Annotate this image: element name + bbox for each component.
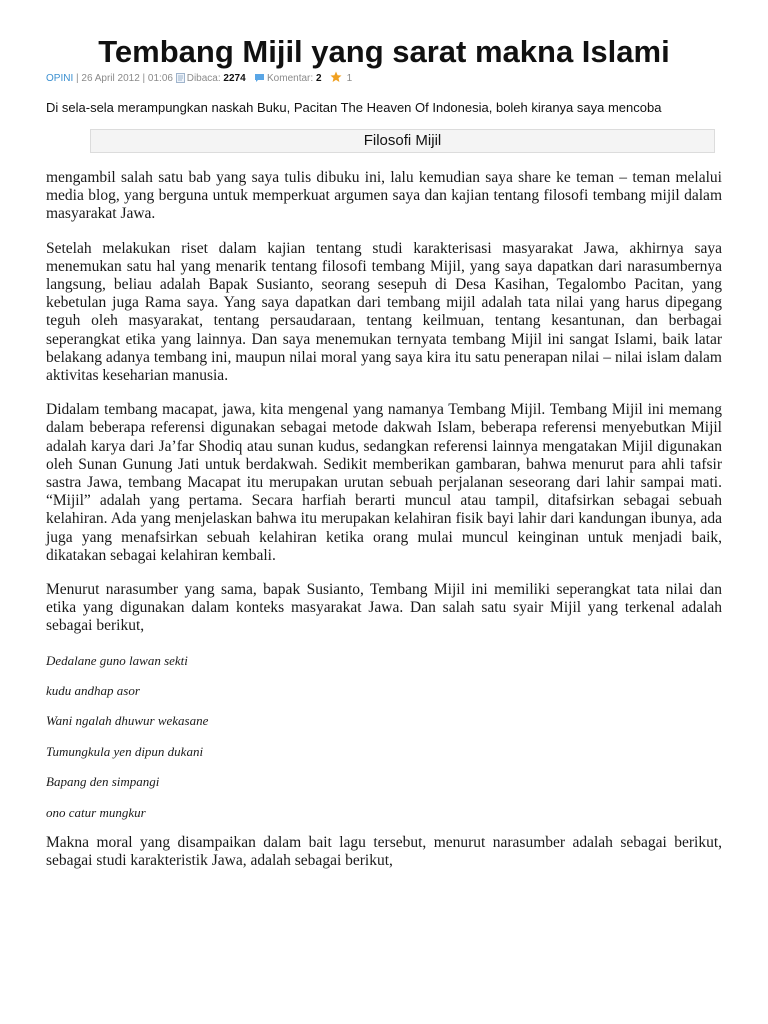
star-count: 1 [346, 73, 353, 84]
date-text: | 26 April 2012 | 01:06 [76, 73, 173, 84]
star-icon [330, 71, 342, 88]
closing-paragraph: Makna moral yang disampaikan dalam bait lagu tersebut, menurut narasumber adalah sebagai berikut, sebagai studi karakteristik Jawa, adalah sebagai berikut, [46, 834, 722, 870]
verse-line: Bapang den simpangi [46, 774, 160, 790]
comments-count[interactable]: 2 [315, 73, 322, 84]
verse-line: ono catur mungkur [46, 804, 146, 820]
body-paragraph: Didalam tembang macapat, jawa, kita mengenal yang namanya Tembang Mijil. Tembang Mijil ini memang dalam beberapa referensi digunakan sebagai metode dakwah Islam, beberapa referensi menyebutkan Mijil adalah karya dari Ja’far Shodiq atau sunan kudus, sedangkan referensi lainnya mengatakan Mijil digunakan oleh Sunan Gunung Jati untuk berdakwah. Sedikit memberikan gambaran, bahwa menurut para ahli tafsir sastra Jawa, tembang Macapat itu merupakan urutan sebuah perjalanan seseorang dari lahir sampai mati. “Mijil” adalah yang pertama. Secara harfiah berarti muncul atau tampil, ditafsirkan sebagai sebuah kelahiran. Ada yang menjelaskan bahwa itu merupakan kelahiran fisik bayi lahir dari kandungan ibunya, ada juga yang menafsirkan sebuah kelahiran ketika orang mulai muncul keinginan untuk menjadi baik, dikatakan sebagai kelahiran kembali. [46, 401, 722, 564]
views-label: Dibaca: [186, 73, 221, 84]
body-paragraph: Setelah melakukan riset dalam kajian tentang studi karakterisasi masyarakat Jawa, akhirnya saya menemukan satu hal yang menarik tentang filosofi tembang Mijil, yang saya dapatkan dari narasumbernya langsung, beliau adalah Bapak Susianto, seorang sesepuh di Desa Kasihan, Tegalombo Pacitan, yang kebetulan juga Rama saya. Yang saya dapatkan dari tembang mijil adalah tata nilai yang harus dipegang teguh oleh masyarakat, tentang persaudaraan, tentang keilmuan, tentang kesantunan, dan berbagai seperangkat etika yang lainnya. Dan saya menemukan ternyata tembang Mijil ini sangat Islami, baik latar belakang adanya tembang ini, maupun nilai moral yang saya kira itu satu penerapan nilai – nilai islam dalam aktivitas keseharian manusia. [46, 239, 722, 385]
verse-line: Wani ngalah dhuwur wekasane [46, 713, 209, 729]
article-meta [46, 71, 768, 88]
verse-line: Dedalane guno lawan sekti [46, 652, 188, 668]
document-icon [176, 73, 185, 88]
comments-label: Komentar: [267, 73, 314, 84]
speech-bubble-icon [254, 73, 265, 88]
article-body [46, 169, 722, 871]
verse-line: Tumungkula yen dipun dukani [46, 743, 204, 759]
article-lead: Di sela-sela merampungkan naskah Buku, Pacitan The Heaven Of Indonesia, boleh kiranya saya mencoba [46, 100, 662, 115]
body-paragraph: mengambil salah satu bab yang saya tulis dibuku ini, lalu kemudian saya share ke teman – teman melalui media blog, yang berguna untuk memperkuat argumen saya dan kajian tentang filosofi tembang mijil dalam masyarakat Jawa. [46, 169, 722, 223]
category-link[interactable]: OPINI [46, 73, 74, 84]
body-paragraph: Menurut narasumber yang sama, bapak Susianto, Tembang Mijil ini memiliki seperangkat tata nilai dan etika yang digunakan dalam konteks masyarakat Jawa. Dan salah satu syair Mijil yang terkenal adalah sebagai berikut, [46, 581, 722, 635]
verse-block [46, 652, 722, 822]
article-title: Tembang Mijil yang sarat makna Islami [98, 34, 670, 69]
verse-line: kudu andhap asor [46, 683, 140, 699]
section-heading-box: Filosofi Mijil [90, 129, 715, 153]
views-count: 2274 [223, 73, 246, 84]
